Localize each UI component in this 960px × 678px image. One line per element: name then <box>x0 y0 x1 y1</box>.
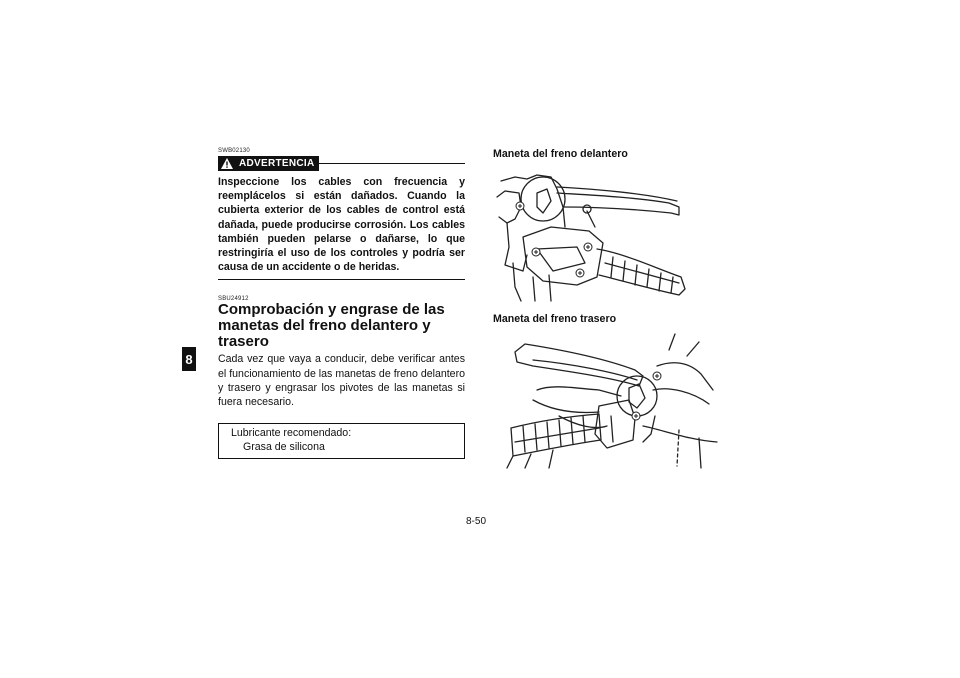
warning-label: ADVERTENCIA <box>239 158 315 169</box>
section-title: Comprobación y engrase de las manetas del freno delantero y trasero <box>218 301 445 351</box>
front-lever-caption: Maneta del freno delantero <box>493 148 628 160</box>
chapter-tab: 8 <box>182 347 196 371</box>
rear-lever-caption: Maneta del freno trasero <box>493 313 617 325</box>
page-number: 8-50 <box>466 516 487 527</box>
lubricant-label: Lubricante recomendado: <box>231 427 352 440</box>
warning-header-rule <box>319 163 465 164</box>
warning-triangle-icon <box>221 158 233 169</box>
left-column <box>218 148 465 459</box>
rear-brake-lever-illustration <box>503 330 725 470</box>
section-body: Cada vez que vaya a conducir, debe verificar antes el funcionamiento de las manetas de freno delantero y trasero y engrasar los pivotes de las manetas si fuera necesario. <box>218 353 465 409</box>
front-brake-lever-illustration <box>493 167 703 305</box>
front-figure-caption-wrap <box>493 148 723 160</box>
warning-text: Inspeccione los cables con frecuencia y reemplácelos si están dañados. Cuando la cubierta exterior de los cables de control está dañada, puede producirse corrosión. Los cables también pueden pelarse o dañarse, lo que restringiría el uso de los controles y podría ser causa de un accidente o de heridas. <box>218 176 465 274</box>
lubricant-box <box>218 423 465 459</box>
warning-badge <box>218 156 319 171</box>
warning-header <box>218 156 465 171</box>
warning-code: SWB02130 <box>218 148 250 154</box>
lubricant-value: Grasa de silicona <box>243 440 325 453</box>
section-code: SBU24912 <box>218 296 249 303</box>
warning-end-rule <box>218 279 465 280</box>
